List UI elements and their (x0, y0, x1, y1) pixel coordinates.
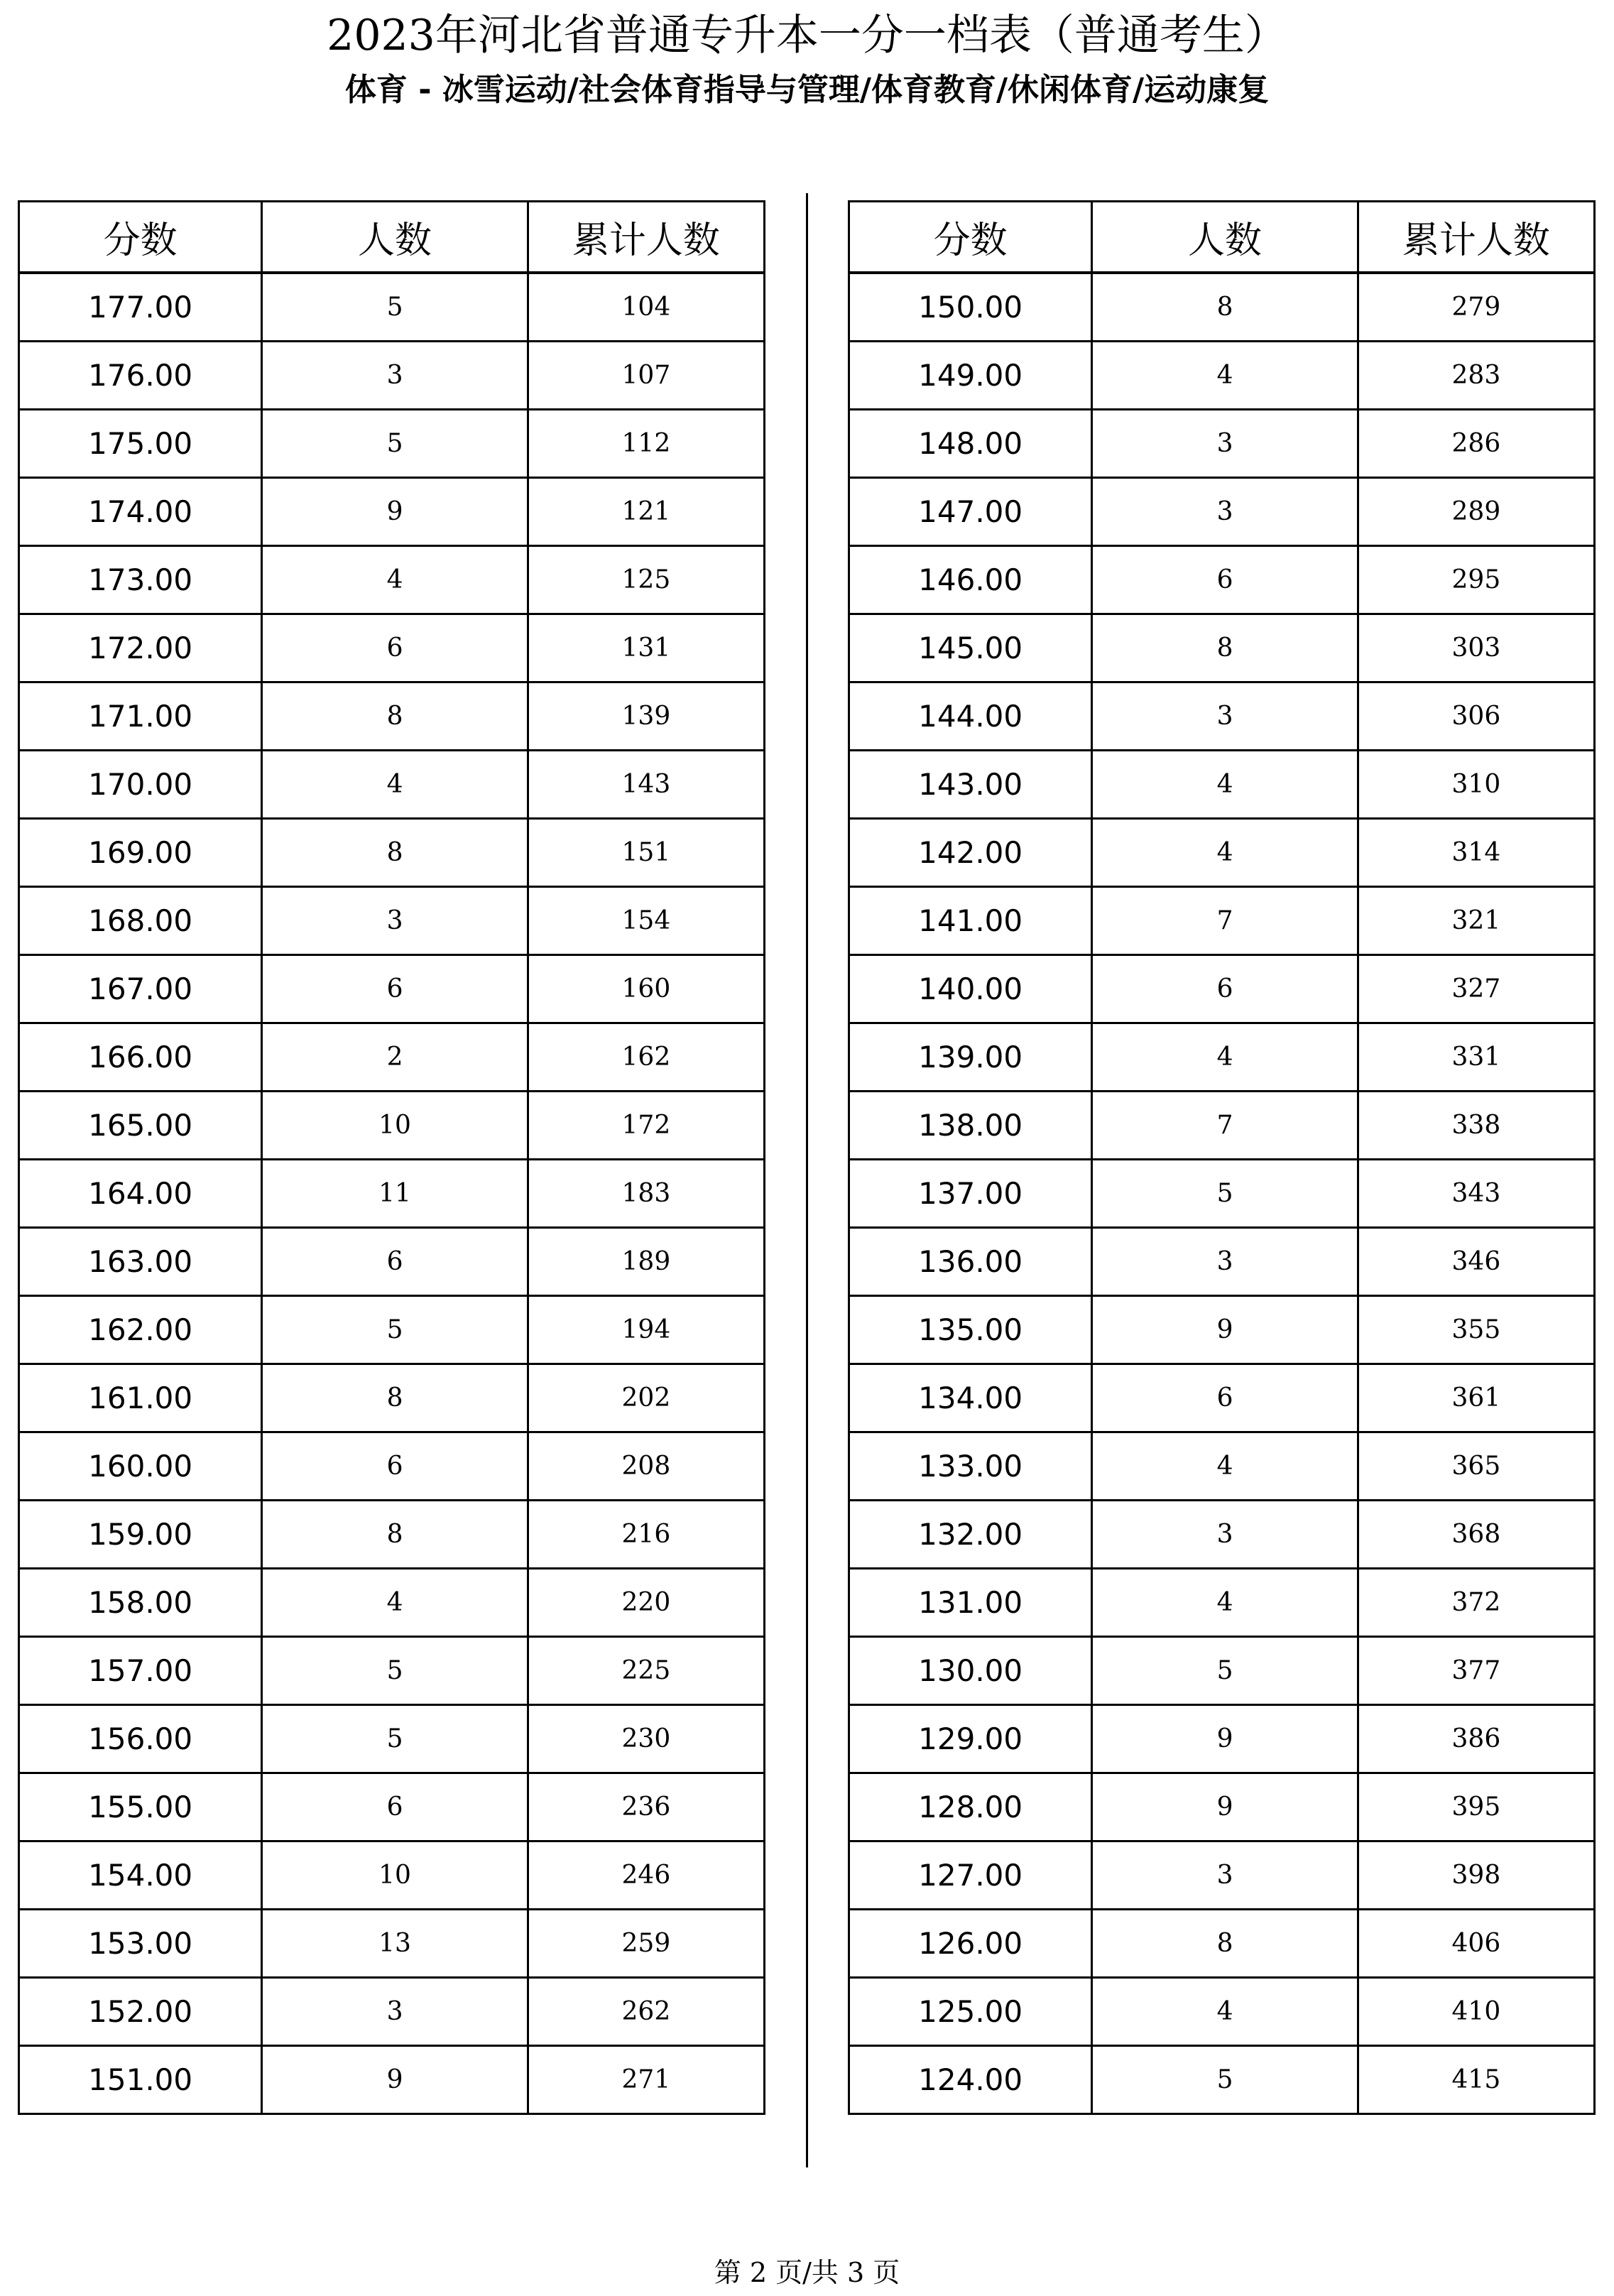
score-cell: 136.00 (849, 1228, 1092, 1296)
cumulative-cell: 377 (1358, 1637, 1594, 1705)
header-cumulative: 累计人数 (528, 202, 764, 273)
score-cell: 176.00 (19, 342, 262, 410)
score-cell: 142.00 (849, 819, 1092, 887)
score-cell: 175.00 (19, 410, 262, 478)
count-cell: 4 (1092, 1023, 1358, 1092)
score-cell: 156.00 (19, 1705, 262, 1773)
score-cell: 147.00 (849, 478, 1092, 546)
cumulative-cell: 314 (1358, 819, 1594, 887)
cumulative-cell: 343 (1358, 1160, 1594, 1228)
score-cell: 149.00 (849, 342, 1092, 410)
score-cell: 124.00 (849, 2046, 1092, 2114)
cumulative-cell: 162 (528, 1023, 764, 1092)
cumulative-cell: 355 (1358, 1296, 1594, 1364)
cumulative-cell: 139 (528, 682, 764, 751)
table-row (19, 546, 765, 614)
table-row (19, 751, 765, 819)
count-cell: 8 (1092, 1910, 1358, 1978)
count-cell: 4 (1092, 1569, 1358, 1637)
cumulative-cell: 386 (1358, 1705, 1594, 1773)
count-cell: 6 (262, 1432, 528, 1501)
table-row (19, 1773, 765, 1841)
table-row (849, 1637, 1595, 1705)
score-cell: 153.00 (19, 1910, 262, 1978)
score-cell: 162.00 (19, 1296, 262, 1364)
count-cell: 6 (262, 955, 528, 1023)
cumulative-cell: 368 (1358, 1501, 1594, 1569)
count-cell: 13 (262, 1910, 528, 1978)
count-cell: 6 (262, 614, 528, 682)
score-cell: 137.00 (849, 1160, 1092, 1228)
score-cell: 170.00 (19, 751, 262, 819)
count-cell: 5 (262, 1296, 528, 1364)
score-cell: 161.00 (19, 1364, 262, 1432)
table-row (849, 955, 1595, 1023)
count-cell: 4 (262, 751, 528, 819)
count-cell: 5 (262, 410, 528, 478)
count-cell: 9 (262, 2046, 528, 2114)
cumulative-cell: 406 (1358, 1910, 1594, 1978)
count-cell: 10 (262, 1841, 528, 1910)
count-cell: 6 (262, 1773, 528, 1841)
score-cell: 133.00 (849, 1432, 1092, 1501)
header-cumulative: 累计人数 (1358, 202, 1594, 273)
score-cell: 148.00 (849, 410, 1092, 478)
score-cell: 132.00 (849, 1501, 1092, 1569)
cumulative-cell: 194 (528, 1296, 764, 1364)
table-row (849, 1569, 1595, 1637)
score-cell: 135.00 (849, 1296, 1092, 1364)
cumulative-cell: 310 (1358, 751, 1594, 819)
score-cell: 152.00 (19, 1978, 262, 2046)
score-cell: 131.00 (849, 1569, 1092, 1637)
count-cell: 3 (262, 887, 528, 955)
table-row (849, 1841, 1595, 1910)
table-row (19, 2046, 765, 2114)
count-cell: 3 (1092, 410, 1358, 478)
table-row (849, 1228, 1595, 1296)
table-row (19, 1296, 765, 1364)
table-row (849, 1705, 1595, 1773)
cumulative-cell: 395 (1358, 1773, 1594, 1841)
table-row (19, 1501, 765, 1569)
table-row (849, 887, 1595, 955)
cumulative-cell: 220 (528, 1569, 764, 1637)
score-cell: 167.00 (19, 955, 262, 1023)
count-cell: 3 (1092, 1501, 1358, 1569)
cumulative-cell: 295 (1358, 546, 1594, 614)
score-cell: 171.00 (19, 682, 262, 751)
table-row (19, 1978, 765, 2046)
score-cell: 140.00 (849, 955, 1092, 1023)
count-cell: 9 (1092, 1705, 1358, 1773)
score-cell: 130.00 (849, 1637, 1092, 1705)
score-cell: 150.00 (849, 273, 1092, 342)
cumulative-cell: 121 (528, 478, 764, 546)
count-cell: 3 (1092, 682, 1358, 751)
score-table-right (848, 200, 1596, 2115)
cumulative-cell: 151 (528, 819, 764, 887)
cumulative-cell: 107 (528, 342, 764, 410)
cumulative-cell: 230 (528, 1705, 764, 1773)
table-row (19, 1569, 765, 1637)
count-cell: 2 (262, 1023, 528, 1092)
count-cell: 4 (1092, 819, 1358, 887)
cumulative-cell: 236 (528, 1773, 764, 1841)
score-cell: 134.00 (849, 1364, 1092, 1432)
table-row (849, 614, 1595, 682)
cumulative-cell: 271 (528, 2046, 764, 2114)
cumulative-cell: 306 (1358, 682, 1594, 751)
score-cell: 166.00 (19, 1023, 262, 1092)
cumulative-cell: 289 (1358, 478, 1594, 546)
count-cell: 5 (1092, 2046, 1358, 2114)
table-row (19, 1432, 765, 1501)
cumulative-cell: 415 (1358, 2046, 1594, 2114)
score-table-left (18, 200, 765, 2115)
count-cell: 3 (262, 342, 528, 410)
table-row (19, 614, 765, 682)
score-cell: 168.00 (19, 887, 262, 955)
cumulative-cell: 365 (1358, 1432, 1594, 1501)
score-cell: 174.00 (19, 478, 262, 546)
count-cell: 8 (1092, 273, 1358, 342)
table-row (19, 342, 765, 410)
cumulative-cell: 131 (528, 614, 764, 682)
table-row (849, 682, 1595, 751)
page-subtitle: 体育 - 冰雪运动/社会体育指导与管理/体育教育/休闲体育/运动康复 (344, 72, 1270, 108)
table-row (19, 273, 765, 342)
score-cell: 145.00 (849, 614, 1092, 682)
score-cell: 138.00 (849, 1092, 1092, 1160)
cumulative-cell: 104 (528, 273, 764, 342)
table-row (849, 273, 1595, 342)
score-cell: 159.00 (19, 1501, 262, 1569)
score-cell: 155.00 (19, 1773, 262, 1841)
cumulative-cell: 327 (1358, 955, 1594, 1023)
score-cell: 173.00 (19, 546, 262, 614)
table-row (849, 410, 1595, 478)
score-cell: 163.00 (19, 1228, 262, 1296)
score-cell: 158.00 (19, 1569, 262, 1637)
count-cell: 3 (1092, 1841, 1358, 1910)
table-row (849, 1910, 1595, 1978)
table-row (19, 682, 765, 751)
count-cell: 9 (1092, 1296, 1358, 1364)
table-row (849, 1160, 1595, 1228)
table-row (849, 546, 1595, 614)
cumulative-cell: 259 (528, 1910, 764, 1978)
cumulative-cell: 279 (1358, 273, 1594, 342)
score-cell: 165.00 (19, 1092, 262, 1160)
count-cell: 4 (262, 1569, 528, 1637)
table-row (19, 955, 765, 1023)
table-row (19, 1228, 765, 1296)
cumulative-cell: 154 (528, 887, 764, 955)
count-cell: 5 (1092, 1637, 1358, 1705)
table-row (849, 1296, 1595, 1364)
count-cell: 5 (262, 273, 528, 342)
cumulative-cell: 160 (528, 955, 764, 1023)
cumulative-cell: 112 (528, 410, 764, 478)
table-row (849, 1773, 1595, 1841)
count-cell: 11 (262, 1160, 528, 1228)
header-score: 分数 (19, 202, 262, 273)
count-cell: 3 (1092, 1228, 1358, 1296)
count-cell: 7 (1092, 887, 1358, 955)
cumulative-cell: 225 (528, 1637, 764, 1705)
table-row (19, 1910, 765, 1978)
count-cell: 5 (1092, 1160, 1358, 1228)
table-row (849, 342, 1595, 410)
count-cell: 8 (262, 1364, 528, 1432)
cumulative-cell: 286 (1358, 410, 1594, 478)
table-row (849, 751, 1595, 819)
table-row (849, 1364, 1595, 1432)
count-cell: 6 (1092, 546, 1358, 614)
table-row (19, 1092, 765, 1160)
cumulative-cell: 262 (528, 1978, 764, 2046)
count-cell: 8 (262, 819, 528, 887)
count-cell: 6 (1092, 1364, 1358, 1432)
cumulative-cell: 372 (1358, 1569, 1594, 1637)
count-cell: 3 (1092, 478, 1358, 546)
cumulative-cell: 189 (528, 1228, 764, 1296)
table-row (849, 1978, 1595, 2046)
cumulative-cell: 398 (1358, 1841, 1594, 1910)
count-cell: 8 (262, 682, 528, 751)
count-cell: 5 (262, 1637, 528, 1705)
table-row (19, 410, 765, 478)
count-cell: 8 (262, 1501, 528, 1569)
cumulative-cell: 172 (528, 1092, 764, 1160)
count-cell: 9 (262, 478, 528, 546)
score-cell: 146.00 (849, 546, 1092, 614)
count-cell: 10 (262, 1092, 528, 1160)
table-row (19, 1364, 765, 1432)
cumulative-cell: 338 (1358, 1092, 1594, 1160)
table-row (849, 1092, 1595, 1160)
table-header-row (19, 202, 765, 273)
header-score: 分数 (849, 202, 1092, 273)
cumulative-cell: 303 (1358, 614, 1594, 682)
cumulative-cell: 216 (528, 1501, 764, 1569)
cumulative-cell: 208 (528, 1432, 764, 1501)
cumulative-cell: 346 (1358, 1228, 1594, 1296)
page-title: 2023年河北省普通专升本一分一档表（普通考生） (327, 11, 1287, 60)
header-count: 人数 (1092, 202, 1358, 273)
count-cell: 4 (1092, 342, 1358, 410)
count-cell: 4 (1092, 1978, 1358, 2046)
cumulative-cell: 202 (528, 1364, 764, 1432)
score-cell: 139.00 (849, 1023, 1092, 1092)
score-cell: 127.00 (849, 1841, 1092, 1910)
score-cell: 128.00 (849, 1773, 1092, 1841)
count-cell: 3 (262, 1978, 528, 2046)
table-row (19, 1023, 765, 1092)
score-cell: 172.00 (19, 614, 262, 682)
count-cell: 5 (262, 1705, 528, 1773)
page-footer: 第 2 页/共 3 页 (714, 2257, 900, 2288)
count-cell: 9 (1092, 1773, 1358, 1841)
table-row (19, 1160, 765, 1228)
count-cell: 6 (262, 1228, 528, 1296)
table-row (19, 819, 765, 887)
cumulative-cell: 321 (1358, 887, 1594, 955)
count-cell: 4 (262, 546, 528, 614)
count-cell: 6 (1092, 955, 1358, 1023)
count-cell: 4 (1092, 751, 1358, 819)
header-count: 人数 (262, 202, 528, 273)
count-cell: 4 (1092, 1432, 1358, 1501)
table-row (849, 2046, 1595, 2114)
cumulative-cell: 410 (1358, 1978, 1594, 2046)
score-cell: 177.00 (19, 273, 262, 342)
score-cell: 126.00 (849, 1910, 1092, 1978)
score-cell: 164.00 (19, 1160, 262, 1228)
score-cell: 129.00 (849, 1705, 1092, 1773)
score-cell: 143.00 (849, 751, 1092, 819)
cumulative-cell: 246 (528, 1841, 764, 1910)
cumulative-cell: 125 (528, 546, 764, 614)
count-cell: 8 (1092, 614, 1358, 682)
cumulative-cell: 183 (528, 1160, 764, 1228)
score-cell: 125.00 (849, 1978, 1092, 2046)
table-row (849, 819, 1595, 887)
score-cell: 160.00 (19, 1432, 262, 1501)
score-cell: 144.00 (849, 682, 1092, 751)
cumulative-cell: 361 (1358, 1364, 1594, 1432)
table-row (19, 887, 765, 955)
table-row (19, 1841, 765, 1910)
score-cell: 157.00 (19, 1637, 262, 1705)
column-divider (806, 193, 808, 2167)
table-row (19, 478, 765, 546)
table-header-row (849, 202, 1595, 273)
cumulative-cell: 331 (1358, 1023, 1594, 1092)
score-cell: 141.00 (849, 887, 1092, 955)
table-row (849, 1023, 1595, 1092)
table-row (19, 1705, 765, 1773)
table-row (19, 1637, 765, 1705)
score-cell: 151.00 (19, 2046, 262, 2114)
table-row (849, 1432, 1595, 1501)
score-cell: 154.00 (19, 1841, 262, 1910)
table-row (849, 478, 1595, 546)
table-row (849, 1501, 1595, 1569)
count-cell: 7 (1092, 1092, 1358, 1160)
cumulative-cell: 283 (1358, 342, 1594, 410)
cumulative-cell: 143 (528, 751, 764, 819)
score-cell: 169.00 (19, 819, 262, 887)
